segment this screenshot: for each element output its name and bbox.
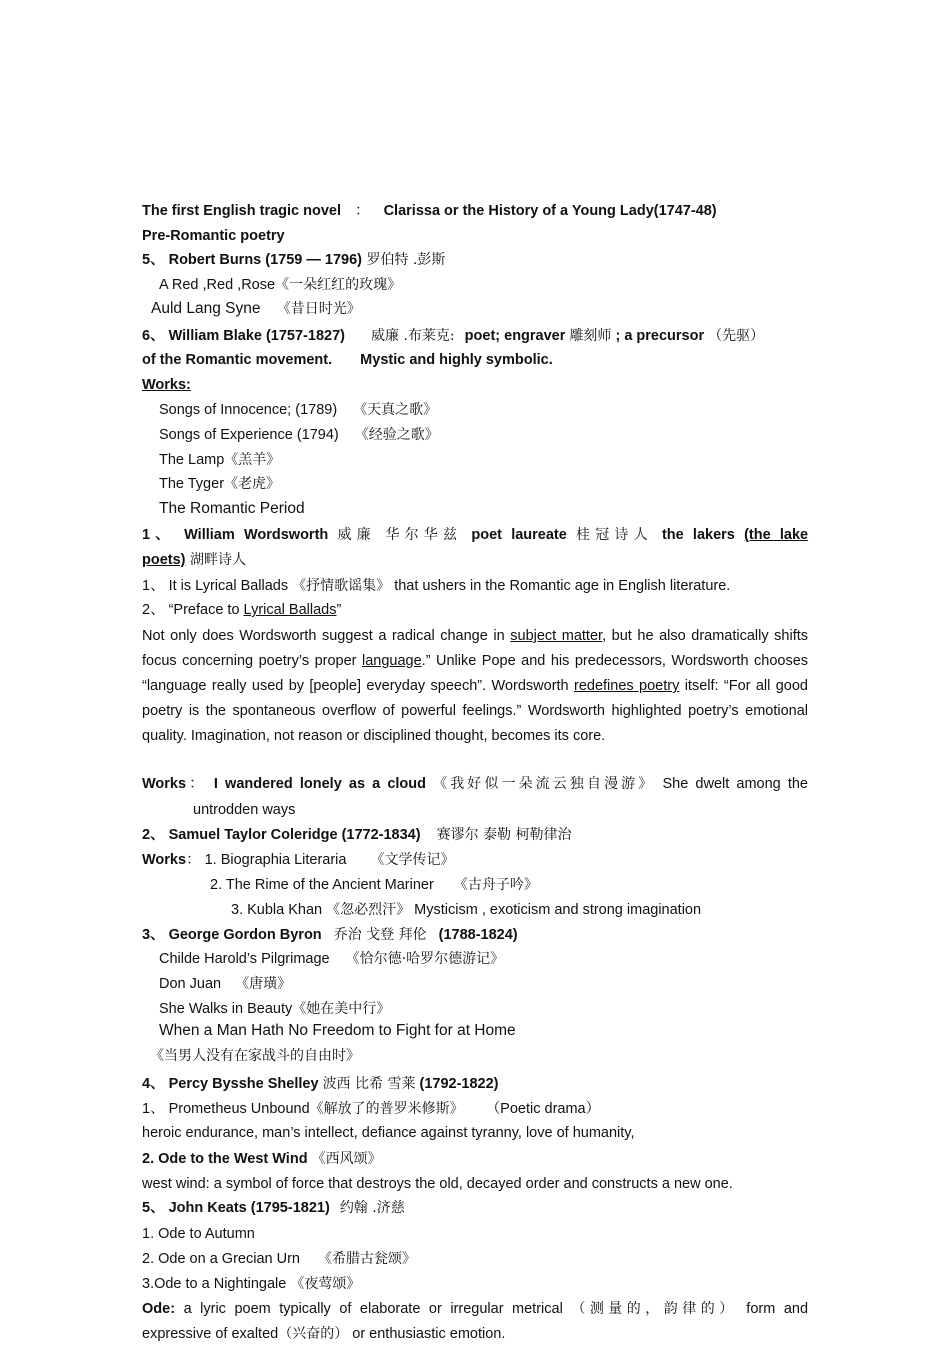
burns-work-2 bbox=[151, 299, 361, 319]
work-chinese: 《解放了的普罗米修斯》 bbox=[309, 1101, 464, 1117]
para-e: .” Unlike Pope and his predecessors, Wordsworth chooses “language really used by [people] everyday speech”. Wordsworth bbox=[142, 653, 809, 694]
label: The first English tragic novel bbox=[142, 203, 342, 219]
work-chinese: 《唐璜》 bbox=[235, 976, 292, 992]
keats-work-2 bbox=[142, 1249, 416, 1269]
work-chinese: 《羔羊》 bbox=[224, 452, 281, 468]
preface-title: Lyrical Ballads bbox=[243, 602, 337, 618]
blake-work-4 bbox=[159, 474, 280, 494]
work-title: 3. Kubla Khan bbox=[231, 902, 323, 918]
keats-name: 5、 John Keats (1795-1821) bbox=[142, 1200, 330, 1216]
work-title: Don Juan bbox=[159, 976, 222, 992]
novel-title: Clarissa or the History of a Young Lady(1747-48) bbox=[383, 203, 717, 219]
lyrical-ballads-line bbox=[142, 576, 730, 596]
cloud-chinese: 《我好似一朵流云独自漫游》 bbox=[433, 776, 656, 792]
para-redefines: redefines poetry bbox=[574, 678, 680, 694]
work-chinese: 《西风颂》 bbox=[311, 1151, 382, 1167]
coleridge-chinese: 赛谬尔 泰勒 柯勒律治 bbox=[436, 827, 572, 843]
work-title: The Tyger bbox=[159, 476, 225, 492]
work-chinese: 《昔日时光》 bbox=[276, 301, 361, 317]
wordsworth-chinese: 威廉 华尔华兹 bbox=[337, 527, 463, 543]
works-label: Works bbox=[142, 852, 187, 868]
work-title: Songs of Innocence; (1789) bbox=[159, 402, 338, 418]
coleridge-heading bbox=[142, 825, 572, 845]
blake-work-2 bbox=[159, 425, 439, 445]
ode-def-d: form and bbox=[746, 1301, 809, 1317]
first-tragic-novel-line bbox=[142, 201, 717, 221]
laureate-chinese: 桂冠诗人 bbox=[576, 527, 653, 543]
works-colon: ： bbox=[186, 852, 201, 868]
byron-years: (1788-1824) bbox=[438, 927, 518, 943]
engraver-chinese: 雕刻师 bbox=[569, 328, 612, 344]
blake-heading bbox=[142, 326, 764, 346]
work-chinese: 《天真之歌》 bbox=[353, 402, 438, 418]
work-title: Songs of Experience (1794) bbox=[159, 427, 339, 443]
shelley-work-1 bbox=[142, 1099, 600, 1119]
shelley-heading bbox=[142, 1074, 499, 1094]
lake-poets-a: (the lake bbox=[744, 527, 809, 543]
work-chinese: 《希腊古瓮颂》 bbox=[318, 1251, 417, 1267]
blake-work-1 bbox=[159, 400, 437, 420]
desc-a: of the Romantic movement. bbox=[142, 352, 333, 368]
lake-poets-line bbox=[142, 550, 246, 570]
works-heading: Works: bbox=[142, 377, 191, 393]
lakers: the lakers bbox=[661, 527, 735, 543]
ode-def-chinese-2: （兴奋的） bbox=[278, 1326, 349, 1342]
ode-definition-2 bbox=[142, 1324, 505, 1344]
para-a: Not only does Wordsworth suggest a radical change in bbox=[142, 628, 505, 644]
work-chinese: 《夜莺颂》 bbox=[290, 1276, 361, 1292]
lb-chinese: 《抒情歌谣集》 bbox=[292, 578, 391, 594]
lake-poets-chinese: 湖畔诗人 bbox=[185, 552, 246, 568]
byron-work-1 bbox=[159, 949, 504, 969]
precursor-chinese: （先驱） bbox=[708, 328, 765, 344]
blake-role: poet; engraver bbox=[464, 328, 566, 344]
work-chinese: 《忽必烈汗》 bbox=[326, 902, 411, 918]
west-wind-symbol: west wind: a symbol of force that destroys the old, decayed order and constructs a new one. bbox=[142, 1176, 733, 1192]
desc-b: Mystic and highly symbolic. bbox=[360, 352, 553, 368]
work-note: Mysticism , exoticism and strong imagination bbox=[414, 902, 702, 918]
ode-def-a: a lyric poem typically of elaborate or irregular metrical bbox=[183, 1301, 563, 1317]
para-language: language bbox=[362, 653, 422, 669]
blake-chinese: 威廉 .布莱克: bbox=[371, 328, 455, 344]
blake-work-3 bbox=[159, 450, 280, 470]
ode-label: Ode: bbox=[142, 1301, 176, 1317]
she-dwelt: She dwelt among the bbox=[662, 776, 808, 792]
cloud-title: I wandered lonely as a cloud bbox=[213, 776, 426, 792]
byron-work-3 bbox=[159, 999, 390, 1019]
lb-a: 1、 It is Lyrical Ballads bbox=[142, 578, 289, 594]
pre-romantic-heading: Pre-Romantic poetry bbox=[142, 228, 285, 244]
byron-work-4: When a Man Hath No Freedom to Fight for at Home bbox=[159, 1022, 516, 1039]
wordsworth-name: 1、 William Wordsworth bbox=[142, 527, 329, 543]
work-title: Childe Harold’s Pilgrimage bbox=[159, 951, 330, 967]
precursor: ; a precursor bbox=[615, 328, 705, 344]
work-title: 2. Ode to the West Wind bbox=[142, 1151, 308, 1167]
byron-work-2 bbox=[159, 974, 291, 994]
work-chinese: 《文学传记》 bbox=[370, 852, 455, 868]
byron-name: 3、 George Gordon Byron bbox=[142, 927, 322, 943]
ode-definition-1 bbox=[142, 1299, 808, 1319]
keats-chinese: 约翰 .济慈 bbox=[339, 1200, 405, 1216]
laureate: poet laureate bbox=[471, 527, 567, 543]
coleridge-work-2 bbox=[210, 875, 538, 895]
work-chinese: 《经验之歌》 bbox=[354, 427, 439, 443]
preface-line bbox=[142, 600, 341, 620]
works-label: Works bbox=[142, 776, 187, 792]
wordsworth-heading bbox=[142, 525, 808, 545]
work-title: 1、 Prometheus Unbound bbox=[142, 1101, 310, 1117]
work-title: 2. The Rime of the Ancient Mariner bbox=[210, 877, 434, 893]
burns-work-1 bbox=[159, 275, 401, 295]
work-chinese: 《恰尔德·哈罗尔德游记》 bbox=[345, 951, 505, 967]
ode-def-e: expressive of exalted bbox=[142, 1326, 279, 1342]
work-title: The Lamp bbox=[159, 452, 225, 468]
blake-name: 6、 William Blake (1757-1827) bbox=[142, 328, 345, 344]
shelley-years: (1792-1822) bbox=[419, 1076, 499, 1092]
work-title: 2. Ode on a Grecian Urn bbox=[142, 1251, 300, 1267]
para-g: itself: “For all good poetry is the spontaneous overflow of powerful feelings.” Wordsworth highlighted poetry’s emotional quality. Imagination, not reason or disciplined thought, becomes its core. bbox=[142, 678, 808, 744]
shelley-work-2 bbox=[142, 1149, 382, 1169]
work-chinese: 《一朵红红的玫瑰》 bbox=[275, 277, 402, 293]
work-genre: （Poetic drama） bbox=[485, 1101, 601, 1117]
para-subject-matter: subject matter bbox=[510, 628, 603, 644]
shelley-chinese: 波西 比希 雪莱 bbox=[322, 1076, 416, 1092]
lake-poets-b: poets) bbox=[142, 552, 186, 568]
keats-heading bbox=[142, 1198, 405, 1218]
preface-quote: ” bbox=[336, 602, 342, 618]
romantic-period-heading: The Romantic Period bbox=[159, 500, 305, 517]
shelley-name: 4、 Percy Bysshe Shelley bbox=[142, 1076, 319, 1092]
byron-heading bbox=[142, 925, 518, 945]
burns-chinese: 罗伯特 .彭斯 bbox=[362, 252, 446, 268]
keats-work-1: 1. Ode to Autumn bbox=[142, 1226, 255, 1242]
ode-def-f: or enthusiastic emotion. bbox=[352, 1326, 506, 1342]
ode-def-chinese: （测量的，韵律的） bbox=[571, 1301, 738, 1317]
wordsworth-paragraph bbox=[142, 624, 808, 749]
keats-work-3 bbox=[142, 1274, 360, 1294]
byron-chinese: 乔治 戈登 拜伦 bbox=[333, 927, 427, 943]
coleridge-work-3 bbox=[231, 900, 701, 920]
work-title: Auld Lang Syne bbox=[151, 300, 261, 317]
burns-name: 5、 Robert Burns (1759 — 1796) bbox=[142, 252, 362, 268]
shelley-themes: heroic endurance, man’s intellect, defiance against tyranny, love of humanity, bbox=[142, 1125, 635, 1141]
work-title: 1. Biographia Literaria bbox=[204, 852, 347, 868]
preface-a: 2、 “Preface to bbox=[142, 602, 244, 618]
blake-description bbox=[142, 350, 553, 370]
work-chinese: 《她在美中行》 bbox=[292, 1001, 391, 1017]
lb-c: that ushers in the Romantic age in English literature. bbox=[394, 578, 731, 594]
para-c: , but he also dramatically shifts focus concerning poetry’s proper bbox=[142, 628, 809, 669]
works-colon: ： bbox=[186, 776, 207, 792]
work-chinese: 《老虎》 bbox=[224, 476, 281, 492]
work-title: She Walks in Beauty bbox=[159, 1001, 293, 1017]
coleridge-name: 2、 Samuel Taylor Coleridge (1772-1834) bbox=[142, 827, 421, 843]
colon: ： bbox=[355, 203, 370, 219]
work-chinese: 《古舟子吟》 bbox=[453, 877, 538, 893]
byron-work-4-chinese: 《当男人没有在家战斗的自由时》 bbox=[150, 1048, 360, 1064]
work-title: A Red ,Red ,Rose bbox=[159, 277, 276, 293]
wordsworth-works bbox=[142, 774, 808, 794]
untrodden-ways: untrodden ways bbox=[193, 802, 296, 818]
burns-heading bbox=[142, 250, 445, 270]
work-title: 3.Ode to a Nightingale bbox=[142, 1276, 287, 1292]
coleridge-work-1 bbox=[142, 850, 455, 870]
